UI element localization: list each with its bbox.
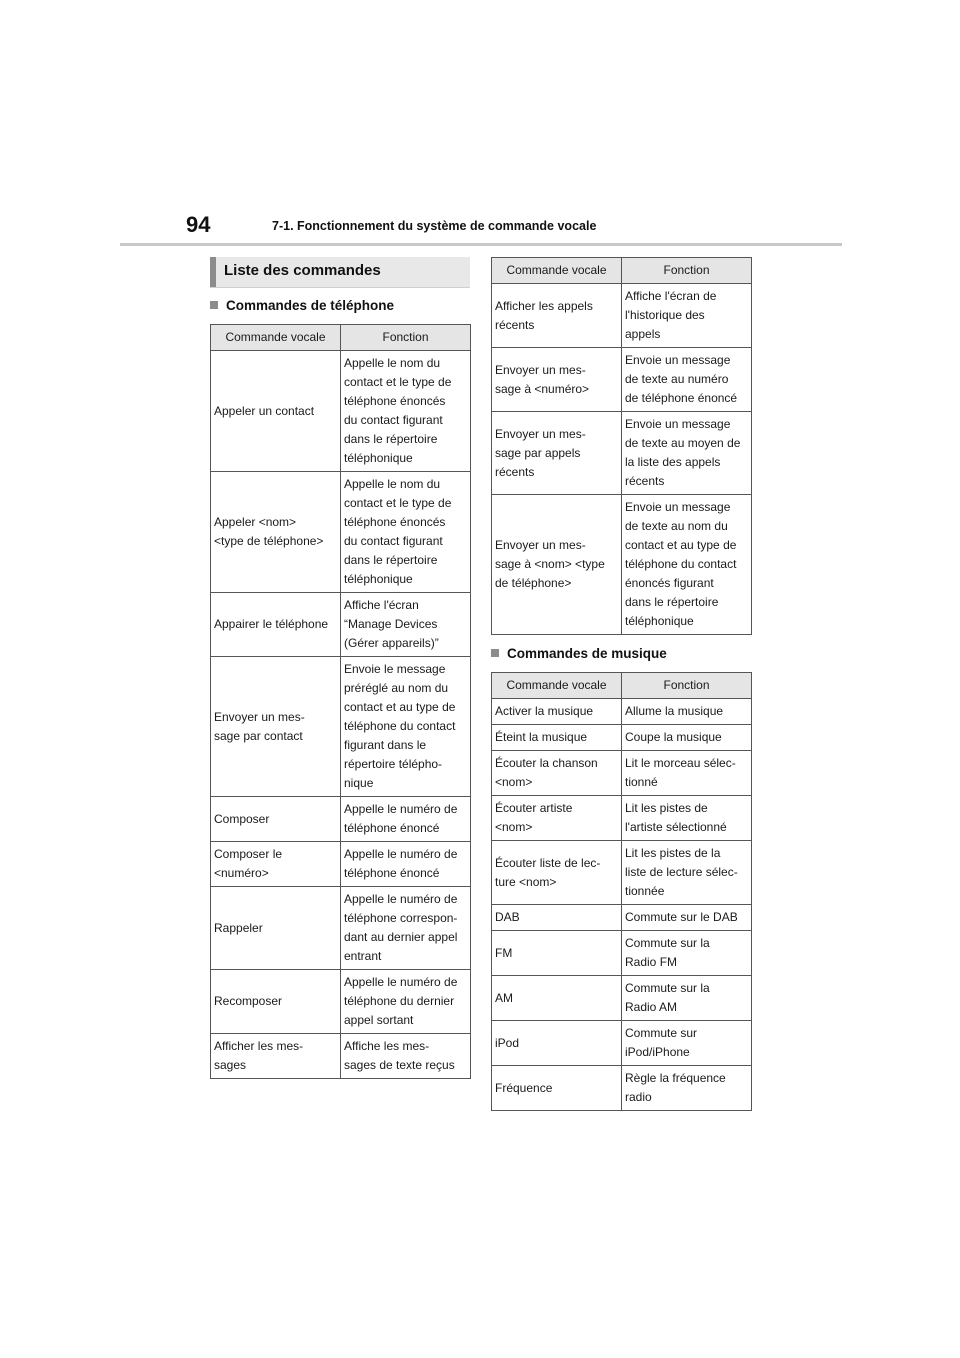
section-accent-bar bbox=[210, 257, 216, 287]
column-header-function: Fonction bbox=[341, 325, 471, 351]
voice-command-cell: Composer bbox=[211, 797, 341, 842]
voice-command-cell: DAB bbox=[492, 905, 622, 931]
voice-command-cell: Envoyer un mes- sage à <numéro> bbox=[492, 348, 622, 412]
function-cell: Envoie un message de texte au nom du contact et au type de téléphone du contact énoncés figurant dans le répertoire téléphonique bbox=[622, 495, 752, 635]
section-title: Liste des commandes bbox=[224, 262, 381, 279]
voice-command-cell: Afficher les appels récents bbox=[492, 284, 622, 348]
table-header-row bbox=[211, 325, 471, 351]
table-row bbox=[211, 842, 471, 887]
function-cell: Appelle le nom du contact et le type de téléphone énoncés du contact figurant dans le répertoire téléphonique bbox=[341, 351, 471, 472]
function-cell: Commute sur la Radio AM bbox=[622, 976, 752, 1021]
function-cell: Appelle le numéro de téléphone correspon- dant au dernier appel entrant bbox=[341, 887, 471, 970]
table-header-row bbox=[492, 258, 752, 284]
voice-command-cell: Écouter liste de lec- ture <nom> bbox=[492, 841, 622, 905]
function-cell: Lit les pistes de la liste de lecture sélec- tionnée bbox=[622, 841, 752, 905]
voice-command-cell: Composer le <numéro> bbox=[211, 842, 341, 887]
phone-commands-table-continued bbox=[491, 257, 752, 635]
table-row bbox=[211, 657, 471, 797]
function-cell: Règle la fréquence radio bbox=[622, 1066, 752, 1111]
table-row bbox=[211, 887, 471, 970]
table-row bbox=[492, 348, 752, 412]
voice-command-cell: Éteint la musique bbox=[492, 725, 622, 751]
voice-command-cell: AM bbox=[492, 976, 622, 1021]
table-row bbox=[211, 797, 471, 842]
function-cell: Affiche l'écran de l'historique des appels bbox=[622, 284, 752, 348]
voice-command-cell: Écouter la chanson <nom> bbox=[492, 751, 622, 796]
function-cell: Commute sur iPod/iPhone bbox=[622, 1021, 752, 1066]
square-bullet-icon bbox=[491, 649, 499, 657]
function-cell: Allume la musique bbox=[622, 699, 752, 725]
voice-command-cell: Envoyer un mes- sage par appels récents bbox=[492, 412, 622, 495]
phone-commands-heading-text: Commandes de téléphone bbox=[226, 297, 395, 313]
page-number: 94 bbox=[186, 212, 211, 237]
phone-commands-table bbox=[210, 324, 471, 1079]
music-commands-heading-text: Commandes de musique bbox=[507, 645, 667, 661]
voice-command-cell: Envoyer un mes- sage par contact bbox=[211, 657, 341, 797]
function-cell: Appelle le nom du contact et le type de téléphone énoncés du contact figurant dans le répertoire téléphonique bbox=[341, 472, 471, 593]
table-row bbox=[492, 699, 752, 725]
function-cell: Affiche l'écran “Manage Devices (Gérer appareils)” bbox=[341, 593, 471, 657]
phone-continued-table-body bbox=[492, 284, 752, 635]
phone-commands-heading bbox=[210, 295, 470, 315]
voice-command-cell: Envoyer un mes- sage à <nom> <type de téléphone> bbox=[492, 495, 622, 635]
table-row bbox=[492, 796, 752, 841]
table-row bbox=[492, 905, 752, 931]
voice-command-cell: Afficher les mes- sages bbox=[211, 1034, 341, 1079]
table-row bbox=[492, 976, 752, 1021]
voice-command-cell: Recomposer bbox=[211, 970, 341, 1034]
voice-command-cell: Rappeler bbox=[211, 887, 341, 970]
table-row bbox=[211, 351, 471, 472]
table-row bbox=[211, 970, 471, 1034]
music-table-body bbox=[492, 699, 752, 1111]
function-cell: Envoie un message de texte au moyen de la liste des appels récents bbox=[622, 412, 752, 495]
table-row bbox=[492, 412, 752, 495]
function-cell: Appelle le numéro de téléphone énoncé bbox=[341, 842, 471, 887]
function-cell: Commute sur la Radio FM bbox=[622, 931, 752, 976]
function-cell: Appelle le numéro de téléphone du dernier appel sortant bbox=[341, 970, 471, 1034]
column-header-command: Commande vocale bbox=[211, 325, 341, 351]
voice-command-cell: Activer la musique bbox=[492, 699, 622, 725]
table-row bbox=[492, 931, 752, 976]
column-header-command: Commande vocale bbox=[492, 258, 622, 284]
phone-table-body bbox=[211, 351, 471, 1079]
function-cell: Commute sur le DAB bbox=[622, 905, 752, 931]
column-header-command: Commande vocale bbox=[492, 673, 622, 699]
function-cell: Coupe la musique bbox=[622, 725, 752, 751]
function-cell: Affiche les mes- sages de texte reçus bbox=[341, 1034, 471, 1079]
column-header-function: Fonction bbox=[622, 258, 752, 284]
table-row bbox=[211, 1034, 471, 1079]
section-title-box bbox=[210, 257, 470, 288]
voice-command-cell: Fréquence bbox=[492, 1066, 622, 1111]
table-row bbox=[492, 841, 752, 905]
table-row bbox=[492, 284, 752, 348]
table-row bbox=[211, 472, 471, 593]
voice-command-cell: Appeler un contact bbox=[211, 351, 341, 472]
column-header-function: Fonction bbox=[622, 673, 752, 699]
table-row bbox=[492, 1021, 752, 1066]
table-row bbox=[211, 593, 471, 657]
music-commands-heading bbox=[491, 643, 751, 663]
music-commands-table bbox=[491, 672, 752, 1111]
function-cell: Envoie le message préréglé au nom du contact et au type de téléphone du contact figurant dans le répertoire télépho- nique bbox=[341, 657, 471, 797]
function-cell: Lit le morceau sélec- tionné bbox=[622, 751, 752, 796]
function-cell: Lit les pistes de l'artiste sélectionné bbox=[622, 796, 752, 841]
table-row bbox=[492, 725, 752, 751]
right-column bbox=[491, 257, 751, 1111]
function-cell: Appelle le numéro de téléphone énoncé bbox=[341, 797, 471, 842]
chapter-title: 7-1. Fonctionnement du système de commande vocale bbox=[272, 219, 597, 233]
left-column bbox=[210, 257, 470, 1079]
table-row bbox=[492, 495, 752, 635]
header-divider bbox=[120, 243, 842, 246]
table-header-row bbox=[492, 673, 752, 699]
table-row bbox=[492, 1066, 752, 1111]
voice-command-cell: Appairer le téléphone bbox=[211, 593, 341, 657]
table-row bbox=[492, 751, 752, 796]
voice-command-cell: Appeler <nom> <type de téléphone> bbox=[211, 472, 341, 593]
square-bullet-icon bbox=[210, 301, 218, 309]
voice-command-cell: FM bbox=[492, 931, 622, 976]
function-cell: Envoie un message de texte au numéro de téléphone énoncé bbox=[622, 348, 752, 412]
voice-command-cell: iPod bbox=[492, 1021, 622, 1066]
voice-command-cell: Écouter artiste <nom> bbox=[492, 796, 622, 841]
